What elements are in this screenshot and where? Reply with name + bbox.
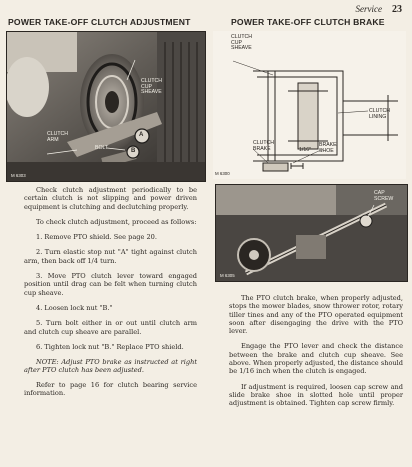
refer-paragraph: Refer to page 16 for clutch bearing service information.: [24, 380, 197, 398]
callout-dimension: 1/16": [299, 147, 311, 153]
callout-clutch-lining: CLUTCH LINING: [369, 108, 391, 120]
step-5: 5. Turn bolt either in or out until clutch arm and clutch cup sheave are parallel.: [24, 319, 197, 336]
left-section-title: POWER TAKE-OFF CLUTCH ADJUSTMENT: [8, 17, 191, 27]
clutch-brake-cross-section: [213, 31, 406, 179]
callout-marker-a: A: [139, 132, 144, 138]
brake-paragraph-1: The PTO clutch brake, when properly adjusted, stops the mower blades, snow thrower rotor, rotary tiller tines and any of the PTO operated equipment soon after disengaging the drive with the PTO lever.: [229, 294, 403, 336]
callout-cap-screw: CAP SCREW: [374, 190, 394, 202]
callout-diagram-clutch-cup-sheave: CLUTCH CUP SHEAVE: [231, 34, 253, 52]
brake-paragraph-2: Engage the PTO lever and check the distance between the brake and clutch cup sheave. See above. When properly adjusted, the distance should be 1/16 inch when the clutch is engaged.: [229, 342, 403, 376]
clutch-adjustment-photo: [6, 31, 206, 182]
diagram-figure-id: M 6300: [215, 171, 230, 176]
note-paragraph: NOTE: Adjust PTO brake as instructed at right after PTO clutch has been adjusted.: [24, 358, 197, 375]
callout-marker-b: B: [131, 148, 136, 154]
running-header: [356, 4, 402, 15]
step-1: 1. Remove PTO shield. See page 20.: [36, 233, 157, 242]
step-2: 2. Turn elastic stop nut "A" tight against clutch arm, then back off 1/4 turn.: [24, 248, 197, 265]
lead-paragraph: To check clutch adjustment, proceed as follows:: [36, 217, 197, 226]
callout-clutch-brake: CLUTCH BRAKE: [253, 140, 275, 152]
right-section-title: POWER TAKE-OFF CLUTCH BRAKE: [231, 17, 385, 27]
page-number: 23: [392, 4, 402, 15]
callout-clutch-cup-sheave: CLUTCH CUP SHEAVE: [141, 78, 163, 96]
callout-clutch-arm: CLUTCH ARM: [47, 131, 69, 143]
intro-paragraph: Check clutch adjustment periodically to be certain clutch is not slipping and power driven equipment is clutching and declutching properly.: [24, 186, 197, 211]
brake-paragraph-3: If adjustment is required, loosen cap screw and slide brake shoe in slotted hole until proper adjustment is obtained. Tighten cap screw firmly.: [229, 382, 403, 408]
right-figure-id: M 6305: [220, 273, 235, 278]
clutch-assembly-illustration: [7, 32, 205, 181]
figure-id: M 6303: [11, 173, 26, 178]
clutch-brake-text: [229, 294, 403, 408]
section-name: Service: [355, 4, 382, 14]
clutch-adjustment-text: [24, 186, 197, 397]
callout-brake-shoe: BRAKE SHOE: [319, 142, 337, 154]
brake-cap-screw-photo: [215, 184, 408, 282]
step-4: 4. Loosen lock nut "B.": [36, 303, 113, 312]
clutch-brake-diagram: [213, 31, 406, 179]
callout-bolt: BOLT: [95, 145, 109, 151]
step-3: 3. Move PTO clutch lever toward engaged position until drag can be felt when turning clutch cup sheave.: [24, 272, 197, 297]
step-6: 6. Tighten lock nut "B." Replace PTO shield.: [36, 342, 184, 351]
